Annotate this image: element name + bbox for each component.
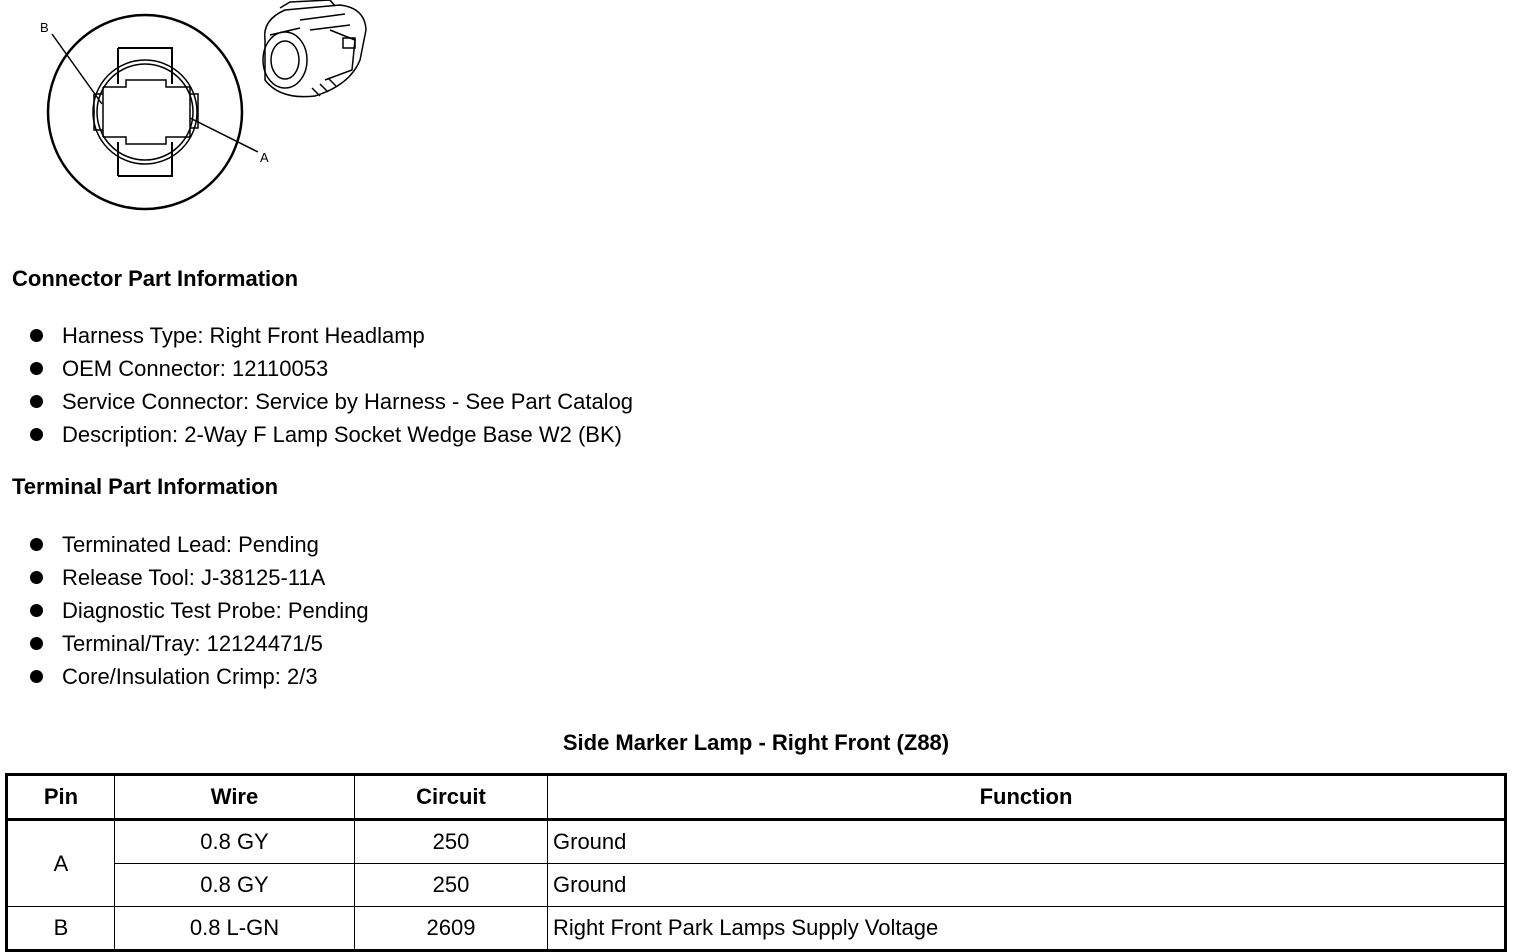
circuit-cell: 250	[355, 820, 548, 864]
oem-connector-text: OEM Connector: 12110053	[62, 356, 329, 381]
connector-info-list	[0, 319, 633, 451]
bullet-icon	[30, 637, 43, 650]
table-row	[7, 864, 1506, 907]
circuit-column-header: Circuit	[355, 775, 548, 820]
table-row	[7, 907, 1506, 951]
function-cell: Ground	[548, 820, 1506, 864]
function-cell: Ground	[548, 864, 1506, 907]
bullet-icon	[30, 670, 43, 683]
release-tool-text: Release Tool: J-38125-11A	[62, 565, 326, 590]
table-header-row	[7, 775, 1506, 820]
diagnostic-test-probe-text: Diagnostic Test Probe: Pending	[62, 598, 369, 623]
terminal-tray-text: Terminal/Tray: 12124471/5	[62, 631, 323, 656]
list-item	[0, 660, 369, 693]
wire-cell: 0.8 GY	[115, 820, 355, 864]
bullet-icon	[30, 571, 43, 584]
wire-column-header: Wire	[115, 775, 355, 820]
list-item	[0, 418, 633, 451]
bullet-icon	[30, 538, 43, 551]
bullet-icon	[30, 604, 43, 617]
pin-column-header: Pin	[7, 775, 115, 820]
function-column-header: Function	[548, 775, 1506, 820]
table-caption: Side Marker Lamp - Right Front (Z88)	[562, 730, 950, 755]
connector-part-information-heading: Connector Part Information	[12, 266, 299, 291]
bullet-icon	[30, 362, 43, 375]
function-cell: Right Front Park Lamps Supply Voltage	[548, 907, 1506, 951]
description-text: Description: 2-Way F Lamp Socket Wedge Base W2 (BK)	[62, 422, 622, 447]
pin-a-label: A	[260, 150, 269, 165]
service-connector-text: Service Connector: Service by Harness - See Part Catalog	[62, 389, 634, 414]
pin-b-label: B	[40, 20, 49, 35]
list-item	[0, 385, 633, 418]
connector-diagram	[0, 0, 400, 225]
list-item	[0, 627, 369, 660]
connector-face-view-icon	[48, 15, 258, 209]
list-item	[0, 528, 369, 561]
pin-table	[5, 773, 1507, 952]
wire-cell: 0.8 L-GN	[115, 907, 355, 951]
core-insulation-crimp-text: Core/Insulation Crimp: 2/3	[62, 664, 318, 689]
terminal-part-information-heading: Terminal Part Information	[12, 474, 279, 499]
table-row	[7, 820, 1506, 864]
pin-cell: A	[7, 820, 115, 907]
wire-cell: 0.8 GY	[115, 864, 355, 907]
terminal-info-list	[0, 528, 369, 693]
circuit-cell: 2609	[355, 907, 548, 951]
terminated-lead-text: Terminated Lead: Pending	[62, 532, 319, 557]
bullet-icon	[30, 428, 43, 441]
circuit-cell: 250	[355, 864, 548, 907]
list-item	[0, 594, 369, 627]
bullet-icon	[30, 395, 43, 408]
list-item	[0, 352, 633, 385]
lamp-socket-3d-icon	[263, 0, 366, 97]
list-item	[0, 319, 633, 352]
bullet-icon	[30, 329, 43, 342]
pin-cell: B	[7, 907, 115, 951]
harness-type-text: Harness Type: Right Front Headlamp	[62, 323, 425, 348]
list-item	[0, 561, 369, 594]
